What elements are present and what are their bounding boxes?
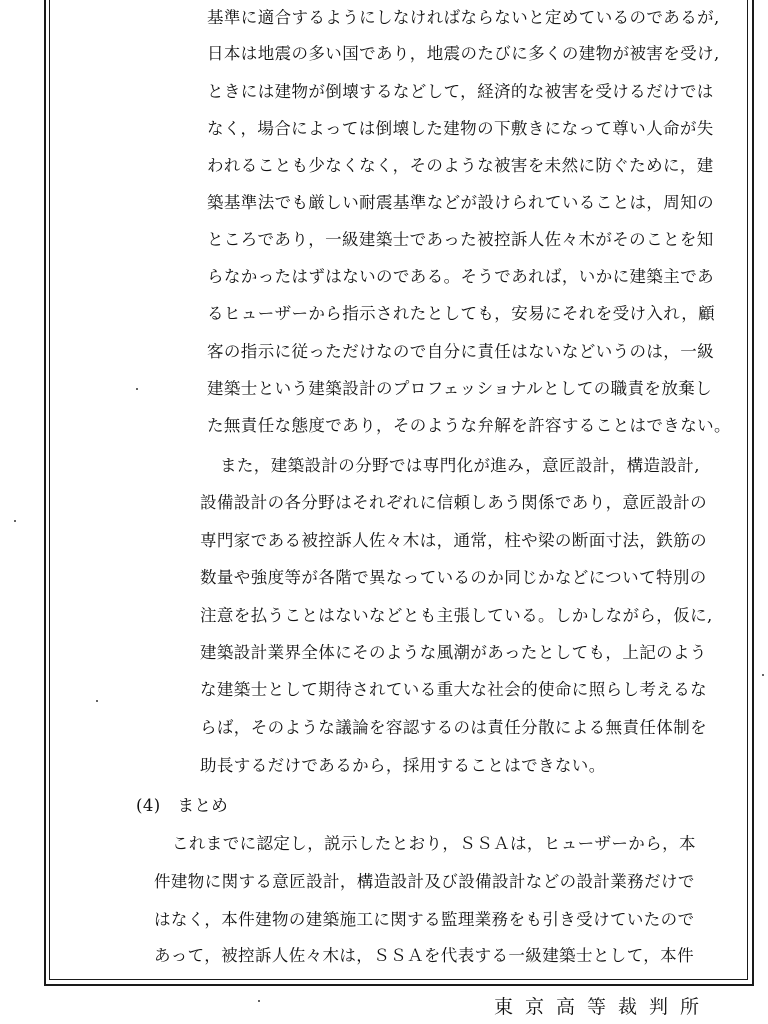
text-line: また，建築設計の分野では専門化が進み，意匠設計，構造設計, bbox=[220, 456, 700, 475]
text-line: 設備設計の各分野はそれぞれに信頼しあう関係であり，意匠設計の bbox=[200, 493, 707, 512]
text-line: ところであり，一級建築士であった被控訴人佐々木がそのことを知 bbox=[207, 230, 714, 249]
section-heading: (4) まとめ bbox=[136, 796, 229, 815]
border-bottom-inner bbox=[49, 979, 748, 980]
scan-speck bbox=[96, 700, 98, 702]
text-line: 日本は地震の多い国であり，地震のたびに多くの建物が被害を受け, bbox=[207, 44, 720, 63]
border-right-outer bbox=[752, 0, 754, 986]
text-line: われることも少なくなく，そのような被害を未然に防ぐために，建 bbox=[207, 156, 714, 175]
border-left-outer bbox=[44, 0, 46, 986]
text-line: らなかったはずはないのである。そうであれば，いかに建築主であ bbox=[207, 267, 714, 286]
text-line: な建築士として期待されている重大な社会的使命に照らし考えるな bbox=[200, 680, 707, 699]
text-line: 基準に適合するようにしなければならないと定めているのであるが, bbox=[207, 8, 720, 27]
border-left-inner bbox=[49, 0, 50, 980]
text-line: 助長するだけであるから，採用することはできない。 bbox=[200, 756, 606, 775]
text-line: ときには建物が倒壊するなどして，経済的な被害を受けるだけでは bbox=[207, 82, 714, 101]
scan-speck bbox=[136, 388, 138, 390]
text-line: た無責任な態度であり，そのような弁解を許容することはできない。 bbox=[207, 416, 731, 435]
court-name-footer: 東京高等裁判所 bbox=[494, 996, 712, 1018]
text-line: 数量や強度等が各階で異なっているのか同じかなどについて特別の bbox=[200, 568, 707, 587]
text-line: らば，そのような議論を容認するのは責任分散による無責任体制を bbox=[200, 718, 707, 737]
text-line: 築基準法でも厳しい耐震基準などが設けられていることは，周知の bbox=[207, 193, 714, 212]
text-line: 件建物に関する意匠設計，構造設計及び設備設計などの設計業務だけで bbox=[154, 872, 695, 891]
text-line: これまでに認定し，説示したとおり，ＳＳＡは，ヒューザーから，本 bbox=[172, 834, 696, 853]
text-line: あって，被控訴人佐々木は，ＳＳＡを代表する一級建築士として，本件 bbox=[154, 946, 694, 965]
text-line: はなく，本件建物の建築施工に関する監理業務をも引き受けていたので bbox=[154, 910, 695, 929]
scan-speck bbox=[258, 1000, 260, 1002]
text-line: なく，場合によっては倒壊した建物の下敷きになって尊い人命が失 bbox=[207, 119, 714, 138]
text-line: 注意を払うことはないなどとも主張している。しかしながら，仮に, bbox=[200, 606, 713, 625]
text-line: るヒューザーから指示されたとしても，安易にそれを受け入れ，顧 bbox=[207, 304, 715, 323]
text-line: 専門家である被控訴人佐々木は，通常，柱や梁の断面寸法，鉄筋の bbox=[200, 531, 707, 550]
border-bottom-outer bbox=[44, 984, 754, 986]
text-line: 客の指示に従っただけなので自分に責任はないなどいうのは，一級 bbox=[207, 342, 714, 361]
scan-speck bbox=[762, 674, 764, 676]
scan-speck bbox=[14, 520, 16, 522]
text-line: 建築設計業界全体にそのような風潮があったとしても，上記のよう bbox=[200, 643, 707, 662]
text-line: 建築士という建築設計のプロフェッショナルとしての職責を放棄し bbox=[207, 379, 713, 398]
border-right-inner bbox=[747, 0, 748, 980]
